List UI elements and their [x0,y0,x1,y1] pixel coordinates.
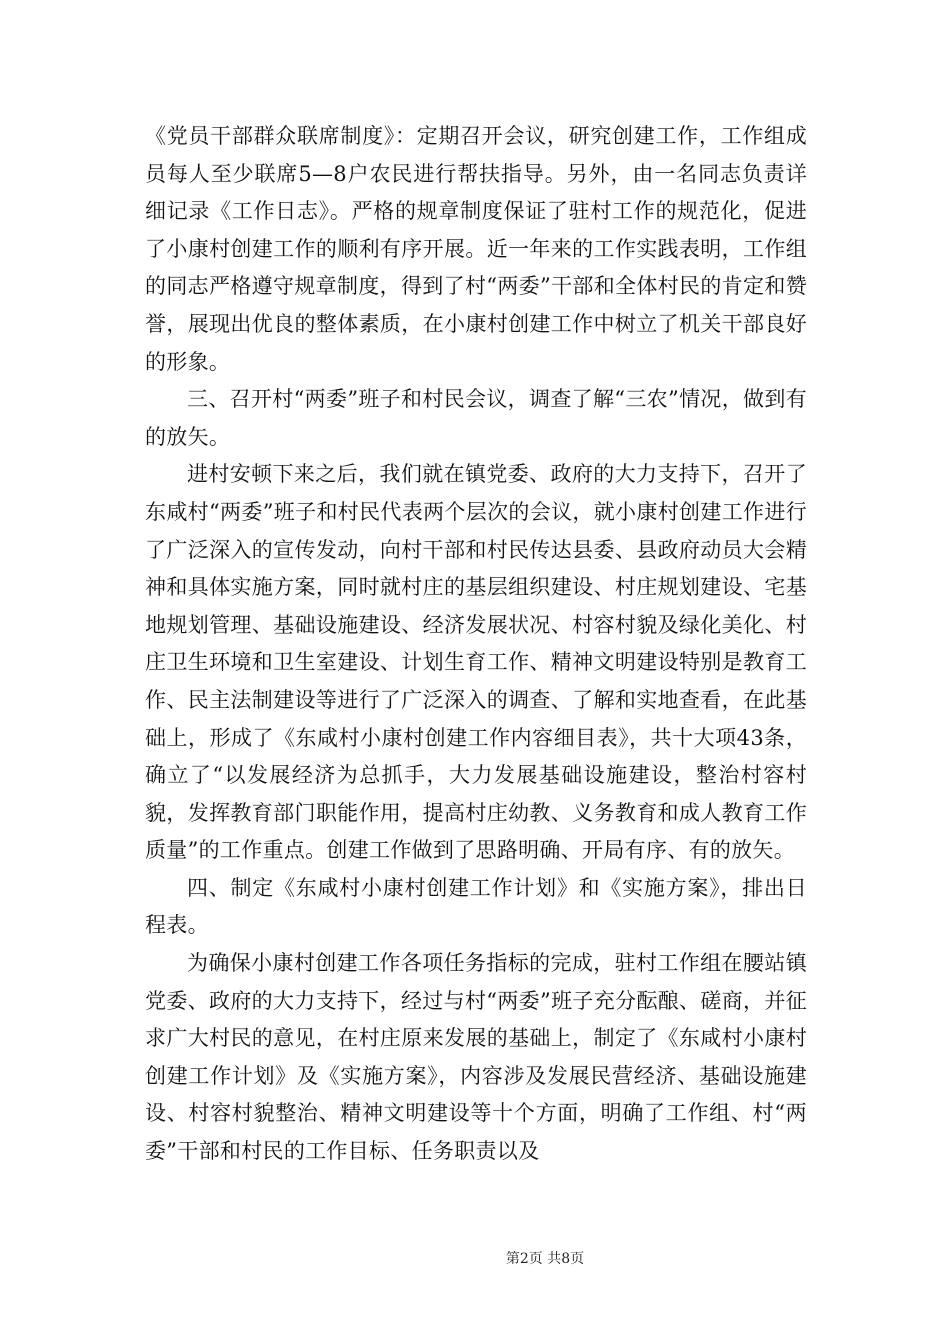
document-body [145,118,807,1171]
paragraph-continuation: 《党员干部群众联席制度》：定期召开会议，研究创建工作，工作组成员每人至少联席5—8户农民进行帮扶指导。另外，由一名同志负责详细记录《工作日志》。严格的规章制度保证了驻村工作的规范化，促进了小康村创建工作的顺利有序开展。近一年来的工作实践表明，工作组的同志严格遵守规章制度，得到了村“两委”干部和全体村民的肯定和赞誉，展现出优良的整体素质，在小康村创建工作中树立了机关干部良好的形象。 [145,124,807,374]
section-heading-three: 三、召开村“两委”班子和村民会议，调查了解“三农”情况，做到有的放矢。 [145,387,807,449]
paragraph-body: 进村安顿下来之后，我们就在镇党委、政府的大力支持下，召开了东咸村“两委”班子和村民代表两个层次的会议，就小康村创建工作进行了广泛深入的宣传发动，向村干部和村民传达县委、县政府动员大会精神和具体实施方案，同时就村庄的基层组织建设、村庄规划建设、宅基地规划管理、基础设施建设、经济发展状况、村容村貌及绿化美化、村庄卫生环境和卫生室建设、计划生育工作、精神文明建设特别是教育工作、民主法制建设等进行了广泛深入的调查、了解和实地查看，在此基础上，形成了《东咸村小康村创建工作内容细目表》，共十大项43条，确立了“以发展经济为总抓手，大力发展基础设施建设，整治村容村貌，发挥教育部门职能作用，提高村庄幼教、义务教育和成人教育工作质量”的工作重点。创建工作做到了思路明确、开局有序、有的放矢。 [145,462,807,863]
section-heading-four: 四、制定《东咸村小康村创建工作计划》和《实施方案》，排出日程表。 [145,875,807,938]
paragraph-body: 为确保小康村创建工作各项任务指标的完成，驻村工作组在腰站镇党委、政府的大力支持下，经过与村“两委”班子充分酝酿、磋商，并征求广大村民的意见，在村庄原来发展的基础上，制定了《东咸村小康村创建工作计划》及《实施方案》，内容涉及发展民营经济、基础设施建设、村容村貌整治、精神文明建设等十个方面，明确了工作组、村“两委”干部和村民的工作目标、任务职责以及 [145,951,807,1164]
page-number-footer: 第2页 共8页 [505,1251,585,1267]
